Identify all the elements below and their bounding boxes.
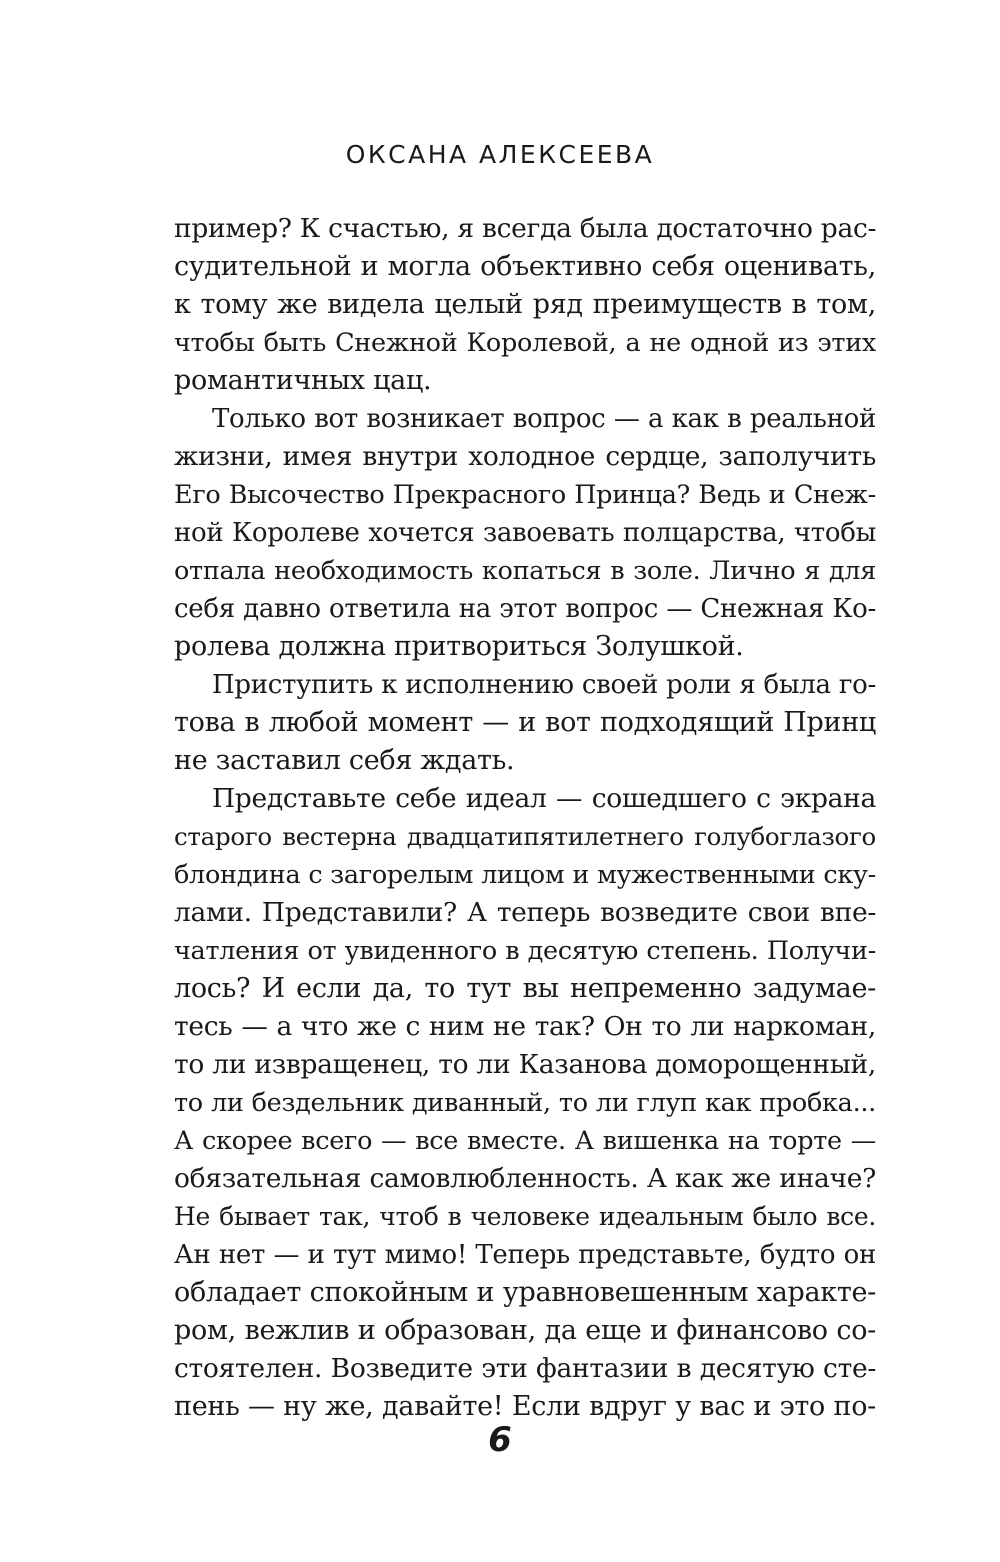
text-line: ной Королеве хочется завоевать полцарства, чтобы <box>174 518 876 548</box>
text-line: то ли извращенец, то ли Казанова доморощенный, <box>174 1049 876 1080</box>
text-line: блондина с загорелым лицом и мужественными ску- <box>174 860 876 890</box>
text-line: Ан нет — и тут мимо! Теперь представьте, будто он <box>174 1240 876 1270</box>
body-text <box>174 210 876 1426</box>
text-line: романтичных цац. <box>174 365 432 396</box>
text-line: Его Высочество Прекрасного Принца? Ведь и Снеж- <box>174 480 876 510</box>
text-line: старого вестерна двадцатипятилетнего голубоглазого <box>174 822 876 851</box>
text-line: пример? К счастью, я всегда была достаточно рас- <box>174 213 877 244</box>
text-line: ролева должна притвориться Золушкой. <box>174 631 744 662</box>
text-line: ром, вежлив и образован, да еще и финансово со- <box>174 1315 876 1346</box>
text-line: това в любой момент — и вот подходящий Принц <box>174 707 876 738</box>
text-line: Приступить к исполнению своей роли я была го- <box>212 670 876 700</box>
text-line: то ли бездельник диванный, то ли глуп как пробка... <box>174 1088 876 1118</box>
text-line: пень — ну же, давайте! Если вдруг у вас и это по- <box>174 1391 876 1422</box>
text-line: лами. Представили? А теперь возведите свои впе- <box>174 897 876 928</box>
text-line: обязательная самовлюбленность. А как же иначе? <box>174 1163 876 1194</box>
page-number: 6 <box>488 1420 512 1460</box>
running-head: ОКСАНА АЛЕКСЕЕВА <box>345 140 655 169</box>
text-line: стоятелен. Возведите эти фантазии в десятую сте- <box>174 1353 876 1384</box>
text-line: к тому же видела целый ряд преимуществ в том, <box>174 289 876 320</box>
text-line: А скорее всего — все вместе. А вишенка на торте — <box>174 1126 876 1156</box>
text-line: Только вот возникает вопрос — а как в реальной <box>212 404 876 434</box>
text-line: Представьте себе идеал — сошедшего с экрана <box>212 783 876 814</box>
text-line: лось? И если да, то тут вы непременно задумае- <box>174 973 876 1004</box>
text-line: обладает спокойным и уравновешенным характе- <box>174 1277 876 1308</box>
text-line: себя давно ответила на этот вопрос — Снежная Ко- <box>174 594 876 624</box>
text-line: чтобы быть Снежной Королевой, а не одной из этих <box>174 328 876 358</box>
text-line: не заставил себя ждать. <box>174 745 515 776</box>
text-line: чатления от увиденного в десятую степень. Получи- <box>174 936 876 966</box>
text-line: судительной и могла объективно себя оценивать, <box>174 251 876 282</box>
text-line: жизни, имея внутри холодное сердце, заполучить <box>174 441 876 472</box>
text-line: отпала необходимость копаться в золе. Лично я для <box>174 556 876 586</box>
text-line: тесь — а что же с ним не так? Он то ли наркоман, <box>174 1011 876 1042</box>
text-line: Не бывает так, чтоб в человеке идеальным было все. <box>174 1202 876 1231</box>
